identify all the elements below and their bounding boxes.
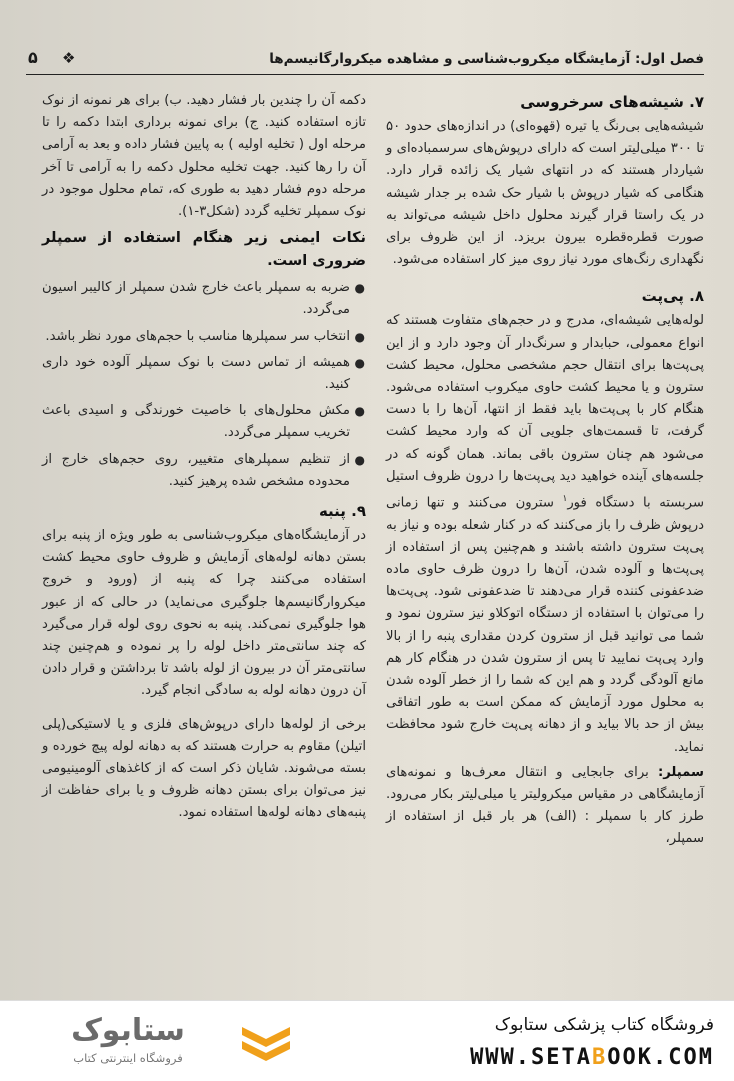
page-header xyxy=(26,48,704,75)
bullet-icon: ● xyxy=(354,404,365,419)
section-8-title: ۸. پی‌پت xyxy=(641,287,704,306)
store-banner xyxy=(0,1000,734,1081)
ornament-icon: ❖ xyxy=(62,49,76,67)
section-9-body-a: در آزمایشگاه‌های میکروب‌شناسی به طور ویژه از پنبه برای بستن دهانه لوله‌های آزمایش و ظروف حاوی محیط کشت استفاده می‌کنند چرا که پنبه از (ورود و خروج میکروارگانیسم‌ها جلوگیری می‌نماید) در حالی که از عبور هوا جلوگیری نمی‌کند. پنبه به نحوی روی لوله قرار می‌گیرد که چند سانتی‌متر داخل لوله را پر نموده و هم‌چنین چند سانتی‌متر آن در بیرون از لوله باشد تا برداشتن و قرار دادن آن درون دهانه لوله به سادگی انجام گیرد. xyxy=(42,528,366,699)
safety-title: نکات ایمنی زیر هنگام استفاده از سمپلر ضروری است. xyxy=(42,230,366,270)
sampler-body: برای جابجایی و انتقال معرف‌ها و نمونه‌های آزمایشگاهی در مقیاس میکرولیتر یا میلی‌لیتر بکار می‌رود. طرز کار با سمپلر : (الف) هر بار قبل از استفاده از سمپلر، xyxy=(386,764,704,847)
safety-item: ● ضربه به سمپلر باعث خارج شدن سمپلر از کالیبر اسیون می‌گردد. xyxy=(42,277,350,321)
sampler-instructions: دکمه آن را چندین بار فشار دهید. ب) برای هر نمونه از نوک تازه استفاده کنید. ج) برای نمونه برداری ابتدا دکمه را تا مرحله اول ( تخلیه اولیه ) به پایین فشار داده و بعد به آرامی آن را رها کنید. جهت تخلیه محلول دکمه را به آرامی تا آخر مرحله دوم فشار دهید به طوری که، تمام محلول موجود در نوک سمپلر تخلیه گردد (شکل۳-۱). xyxy=(42,93,366,220)
bullet-icon: ● xyxy=(354,329,365,344)
section-9-body-b: برخی از لوله‌ها دارای درپوش‌های فلزی و یا لاستیکی(پلی اتیلن) مقاوم به حرارت هستند که به دهانه لوله پیچ خورده و بسته می‌شوند. شایان ذکر است که از کاغذهای آلومینیومی نیز می‌توان برای بستن دهانه ظروف و یا برای حفاظت از پنبه‌های دهانه لوله‌ها استفاده نمود. xyxy=(42,716,366,821)
sampler-term: سمپلر: xyxy=(657,764,704,780)
safety-item: ● همیشه از تماس دست با نوک سمپلر آلوده خود داری کنید. xyxy=(42,352,350,396)
chevron-logo-icon xyxy=(238,1023,294,1065)
store-logo[interactable] xyxy=(28,1013,298,1071)
logo-brand-text: ستابوک xyxy=(71,1013,185,1048)
store-url-link[interactable]: WWW.SETABOOK.COM xyxy=(470,1045,714,1070)
section-8-body-part-b: سترون می‌کنند و تنها زمانی درپوش ظرف را باز می‌کنند که در کنار شعله بوده و نیاز به پی‌پت سترون داشته باشند و هم‌چنین پس از استفاده از پی‌پت‌ها و آلوده شدن، آن‌ها را درون ظرف حاوی ماده ضدعفونی کننده قرار می‌دهند تا ضدعفونی شود. پی‌پت‌ها را می‌توان با استفاده از دستگاه اتوکلاو نیز سترون نمود و شما می توانید قبل از سترون کردن مقداری پنبه را از بالا وارد پی‌پت نمایید تا پس از سترون شدن در هنگام کار هم مانع آلودگی گردد و هم این که شما را از خطر آلوده شدن به محلول مورد آزمایش که ممکن است به طور اتفاقی بیش از حد بالا بیاید و از دهانه پی‌پت خارج شود محافظت نماید. xyxy=(386,495,704,755)
bullet-icon: ● xyxy=(354,355,365,370)
footnote-marker: ۱ xyxy=(562,494,568,505)
safety-list xyxy=(42,277,366,493)
chapter-title: فصل اول: آزمایشگاه میکروب‌شناسی و مشاهده میکروارگانیسم‌ها xyxy=(269,51,704,67)
section-8-body xyxy=(386,310,704,758)
page-number: ۵ xyxy=(28,48,38,67)
bullet-icon: ● xyxy=(354,452,365,467)
safety-item: ● مکش محلول‌های با خاصیت خورندگی و اسیدی باعث تخریب سمپلر می‌گردد. xyxy=(42,400,350,444)
logo-tagline: فروشگاه اینترنتی کتاب xyxy=(73,1051,183,1065)
section-7-body: شیشه‌هایی بی‌رنگ یا تیره (قهوه‌ای) در اندازه‌های حدود ۵۰ تا ۳۰۰ میلی‌لیتر است که دارای درپوش‌های سرسمباده‌ای و شیاردار هستند که در انتهای شیار یک زائده قرار دارد. هنگامی که شیار درپوش با شیار حک شده بر جدار شیشه در یک راستا قرار گیرند محلول داخل شیشه می‌تواند به صورت قطره‌قطره بیرون بریزد. از این ظروف برای نگهداری رنگ‌های مورد نیاز روی میز کار استفاده می‌شود. xyxy=(386,119,704,268)
sampler-paragraph xyxy=(386,762,704,851)
safety-item: ● انتخاب سر سمپلرها مناسب با حجم‌های مورد نظر باشد. xyxy=(42,326,350,348)
left-column xyxy=(42,90,366,828)
bullet-icon: ● xyxy=(354,281,365,296)
section-7-title: ۷. شیشه‌های سرخروسی xyxy=(520,93,704,111)
section-9-title: ۹. پنبه xyxy=(318,502,366,521)
right-column xyxy=(386,90,704,854)
safety-item: ● از تنظیم سمپلرهای متغییر، روی حجم‌های خارج از محدوده مشخص شده پرهیز کنید. xyxy=(42,449,350,493)
store-name: فروشگاه کتاب پزشکی ستابوک xyxy=(494,1015,714,1035)
section-8-body-part-a: لوله‌هایی شیشه‌ای، مدرج و در حجم‌های متفاوت هستند که انواع معمولی، حبابدار و سرنگ‌دار آن وجود دارد و از این پی‌پت‌ها برای انتقال حجم مشخصی محلول، محیط کشت سترون و یا محیط کشت حاوی میکروب استفاده می‌شود. هنگام کار با پی‌پت‌ها باید فقط از انتها، آن‌ها را با دست گرفت، تا قسمت‌های جلویی آن که وارد محیط کشت می‌شود هم چنان سترون باقی بماند. همان گونه که در جلسه‌های آینده خواهید دید پی‌پت‌ها را درون ظروف استیل سربسته با دستگاه فور xyxy=(386,313,705,511)
